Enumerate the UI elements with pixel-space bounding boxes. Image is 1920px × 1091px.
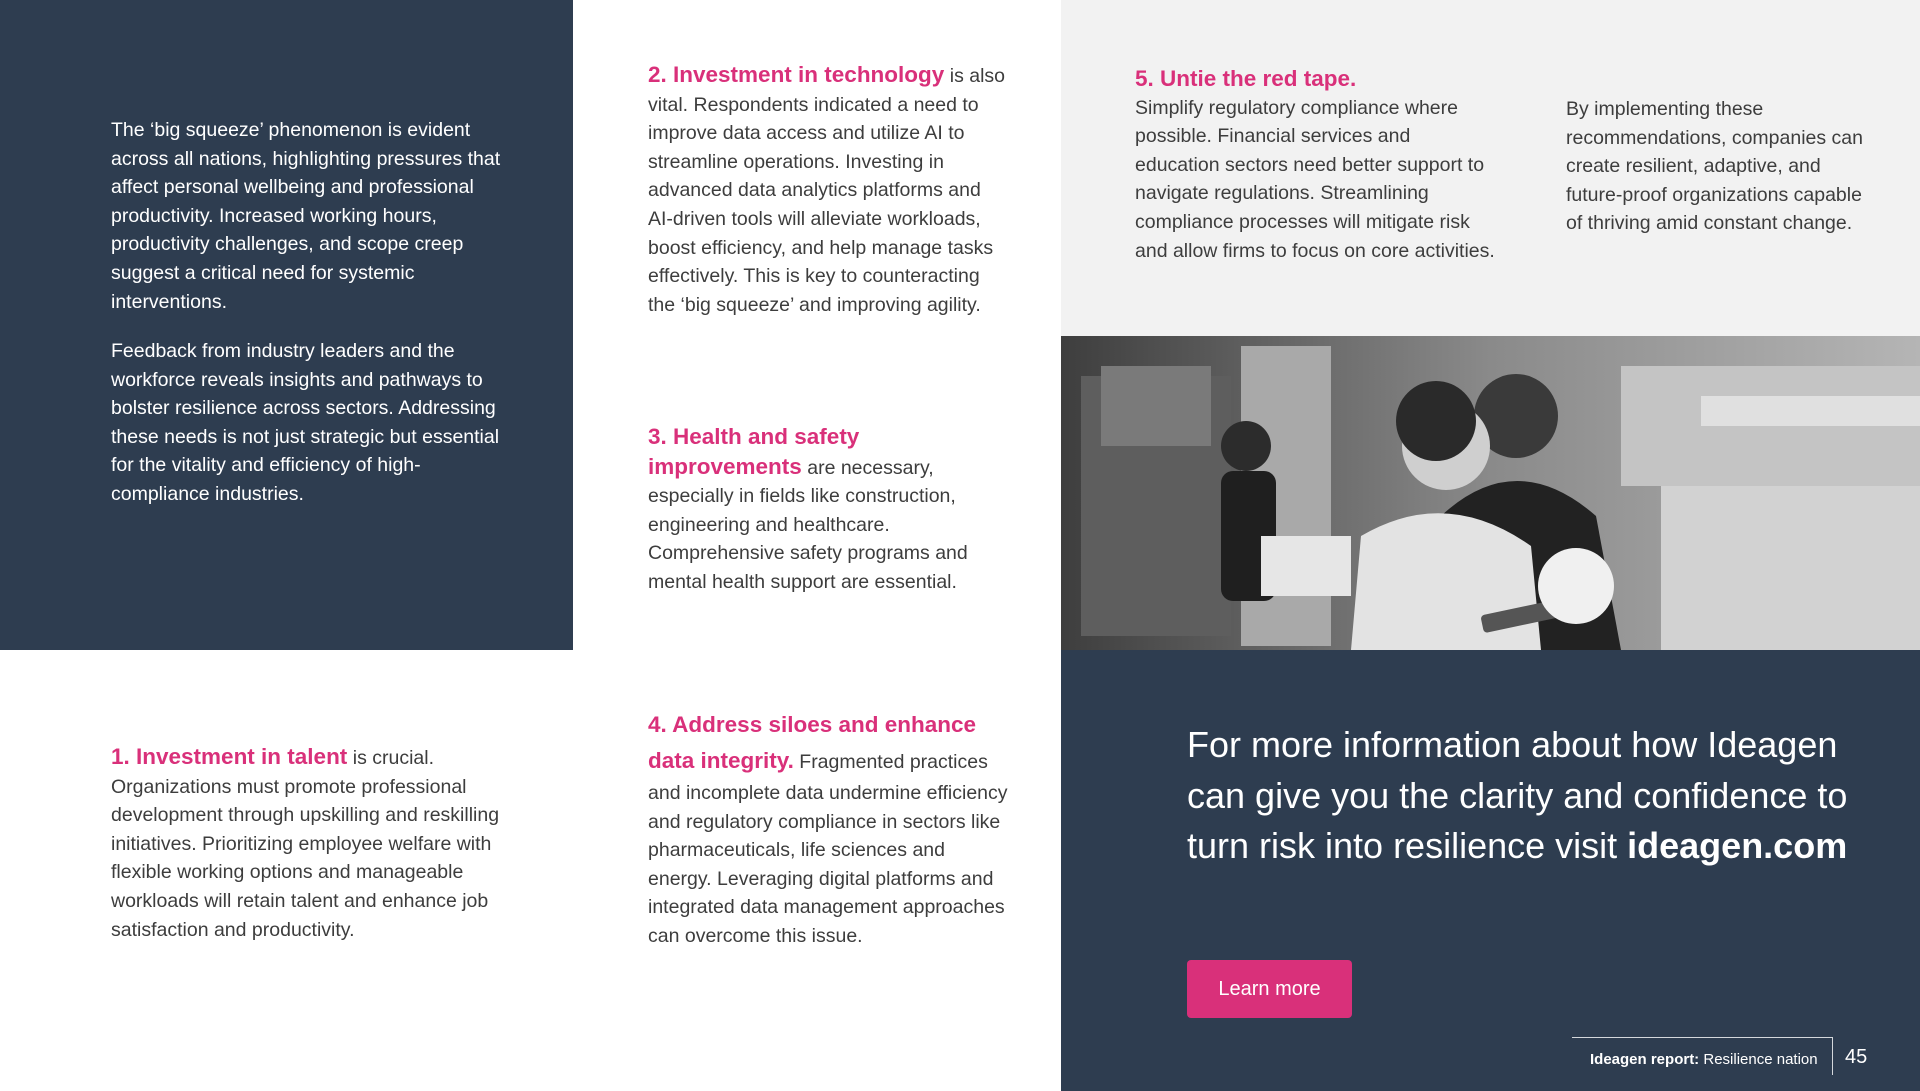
recommendation-body: Simplify regulatory compliance where possible. Financial services and education sectors need better support to navigate regulations. Streamlining compliance processes will mitigate risk and allow firms to focus on core activities. — [1135, 96, 1495, 262]
intro-paragraph-2: Feedback from industry leaders and the workforce reveals insights and pathways to bolster resilience across sectors. Addressing these needs is not just strategic but essential for the vitality and efficiency of high-compliance industries. — [111, 340, 500, 505]
recommendation-body: is crucial. Organizations must promote professional development through upskilling and reskilling initiatives. Prioritizing employee welfare with flexible working options and manageable workloads will retain talent and enhance job satisfaction and productivity. — [111, 747, 500, 941]
intro-panel — [0, 0, 573, 650]
closing-paragraph: By implementing these recommendations, companies can create resilient, adaptive, and future-proof organizations capable of thriving amid constant change. — [1566, 98, 1863, 235]
recommendation-1 — [111, 743, 511, 944]
recommendation-3 — [648, 423, 1008, 597]
footer-report-title: Resilience nation — [1699, 1051, 1818, 1068]
recommendation-body: is also vital. Respondents indicated a need to improve data access and utilize AI to streamline operations. Investing in advanced data analytics platforms and AI-driven tools will alleviate workloads, boost efficiency, and help manage tasks effectively. This is key to counteracting the ‘big squeeze’ and improving agility. — [648, 65, 1006, 316]
website-link[interactable]: ideagen.com — [1627, 825, 1848, 866]
intro-paragraph-1: The ‘big squeeze’ phenomenon is evident across all nations, highlighting pressures that affect personal wellbeing and professional productivity. Increased working hours, productivity challenges, and scope creep suggest a critical need for systemic interventions. — [111, 119, 501, 313]
recommendation-body: are necessary, especially in fields like construction, engineering and healthcare. Comprehensive safety programs and mental health support are essential. — [648, 456, 968, 593]
footer-brand: Ideagen report: — [1590, 1051, 1700, 1068]
recommendation-heading: 3. Health and safety improvements — [648, 424, 860, 479]
recommendation-4 — [648, 707, 1008, 951]
recommendation-5 — [1135, 65, 1495, 265]
recommendation-2 — [648, 61, 1008, 319]
cta-message: For more information about how Ideagen can give you the clarity and confidence to turn risk into resilience visit — [1187, 724, 1848, 866]
cta-text — [1187, 720, 1867, 872]
footer-divider — [1832, 1037, 1833, 1075]
recommendation-heading: 5. Untie the red tape. — [1135, 66, 1357, 91]
learn-more-button[interactable]: Learn more — [1187, 960, 1352, 1018]
page-footer — [1560, 1021, 1920, 1091]
recommendation-heading: 1. Investment in talent — [111, 744, 348, 769]
recommendation-body: Fragmented practices and incomplete data undermine efficiency and regulatory compliance in sectors like pharmaceuticals, life sciences and energy. Leveraging digital platforms and integrated data management approaches can overcome this issue. — [648, 751, 1008, 947]
photo-illustration — [1061, 336, 1920, 650]
footer-report-label — [1590, 1051, 1818, 1068]
footer-rule — [1572, 1037, 1832, 1038]
recommendation-heading: 4. Address siloes and enhance data integrity. — [648, 712, 977, 773]
page-number: 45 — [1845, 1046, 1868, 1068]
photo-warehouse-workers-with-tablet — [1061, 336, 1920, 650]
recommendation-heading: 2. Investment in technology — [648, 62, 945, 87]
